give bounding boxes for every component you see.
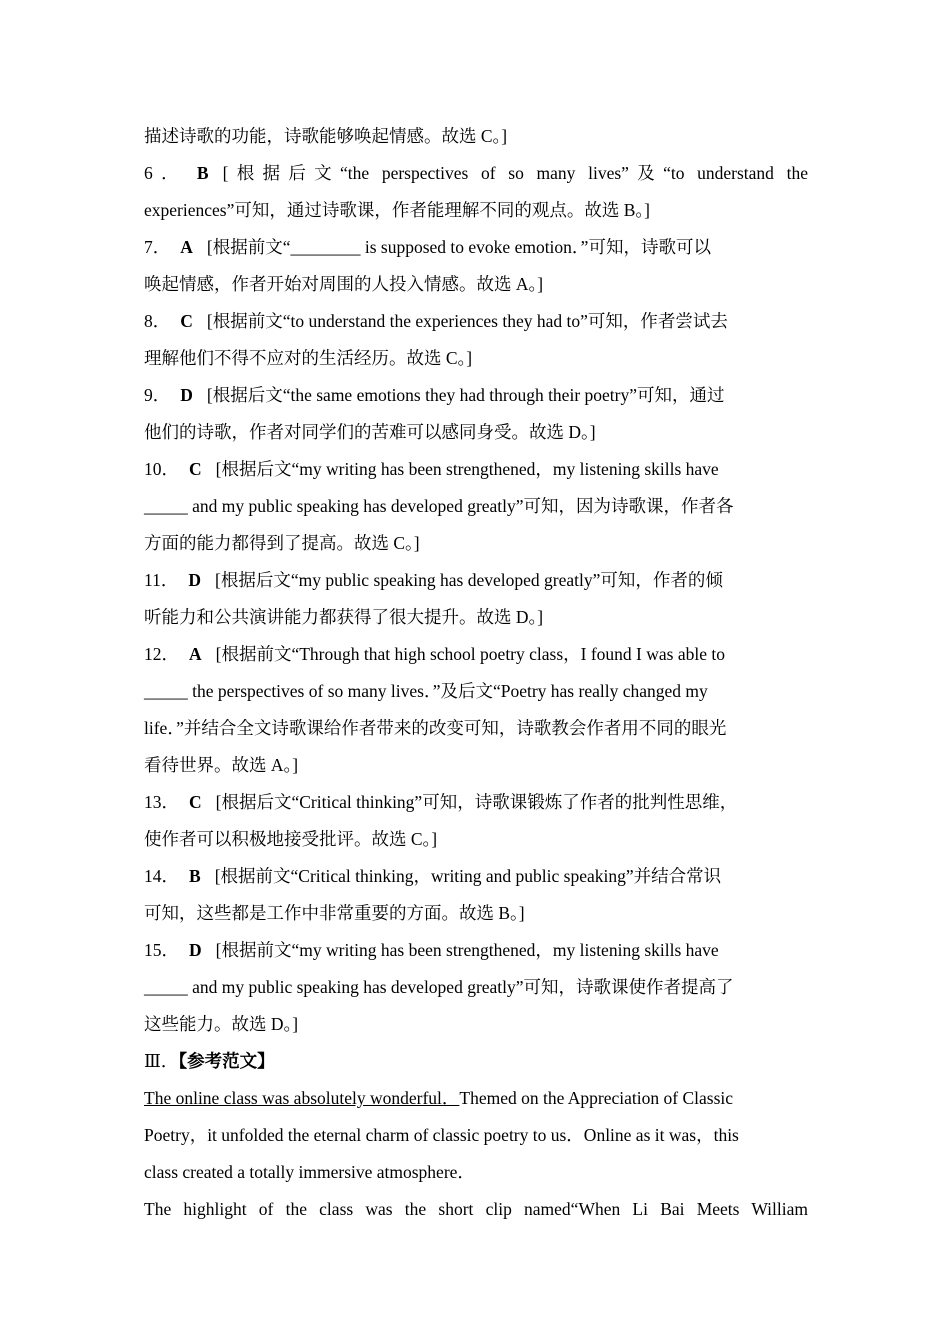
item-explanation: [根据前文“________ is supposed to evoke emotion．”可知，诗歌可以	[206, 237, 711, 257]
text-line: life．”并结合全文诗歌课给作者带来的改变可知，诗歌教会作者用不同的眼光	[144, 718, 727, 738]
section-title: 【参考范文】	[178, 1051, 275, 1071]
item-answer: C	[189, 459, 202, 479]
text-line: 使作者可以积极地接受批评。故选 C。]	[144, 829, 438, 849]
item-explanation: [根据后文“the perspectives of so many lives”及“to understand the	[222, 163, 808, 183]
item-number: 10．	[144, 459, 179, 479]
section-number: Ⅲ．	[144, 1051, 179, 1071]
item-number: 15．	[144, 940, 179, 960]
text-line: _____ the perspectives of so many lives．”及后文“Poetry has really changed my	[144, 681, 708, 701]
item-answer: A	[189, 644, 202, 664]
item-explanation: [根据后文“my writing has been strengthened，my listening skills have	[215, 459, 719, 479]
answer-item-13	[144, 784, 808, 821]
document-page	[144, 118, 808, 1228]
item-answer: C	[180, 311, 193, 331]
item-answer: B	[196, 163, 209, 183]
answer-item-15	[144, 932, 808, 969]
text-line: _____ and my public speaking has developed greatly”可知，因为诗歌课，作者各	[144, 496, 734, 516]
item-explanation: [根据前文“my writing has been strengthened，my listening skills have	[215, 940, 719, 960]
answer-item-11	[144, 562, 808, 599]
item-number: 11．	[144, 570, 179, 590]
item-number: 6．	[144, 163, 187, 183]
item-explanation: [根据前文“Through that high school poetry class，I found I was able to	[215, 644, 725, 664]
answer-item-10	[144, 451, 808, 488]
item-explanation: [根据后文“Critical thinking”可知，诗歌课锻炼了作者的批判性思维，	[215, 792, 738, 812]
item-answer: B	[189, 866, 201, 886]
text-line: _____ and my public speaking has developed greatly”可知，诗歌课使作者提高了	[144, 977, 734, 997]
essay-line: Poetry，it unfolded the eternal charm of classic poetry to us．Online as it was，this	[144, 1125, 739, 1145]
item-number: 7．	[144, 237, 171, 257]
answer-item-7	[144, 229, 808, 266]
item-number: 12．	[144, 644, 179, 664]
item-explanation: [根据后文“the same emotions they had through their poetry”可知，通过	[206, 385, 725, 405]
answer-item-12	[144, 636, 808, 673]
text-line: 理解他们不得不应对的生活经历。故选 C。]	[144, 348, 473, 368]
text-line: 方面的能力都得到了提高。故选 C。]	[144, 533, 420, 553]
text-line: 他们的诗歌，作者对同学们的苦难可以感同身受。故选 D。]	[144, 422, 596, 442]
item-answer: A	[180, 237, 193, 257]
item-number: 13．	[144, 792, 179, 812]
item-number: 8．	[144, 311, 171, 331]
text-line: 唤起情感，作者开始对周围的人投入情感。故选 A。]	[144, 274, 544, 294]
essay-line: class created a totally immersive atmosphere．	[144, 1162, 475, 1182]
essay-line	[144, 1080, 808, 1117]
item-number: 9．	[144, 385, 171, 405]
item-answer: D	[189, 940, 202, 960]
item-explanation: [根据前文“Critical thinking，writing and public speaking”并结合常识	[214, 866, 722, 886]
essay-text: Themed on the Appreciation of Classic	[459, 1088, 734, 1108]
item-answer: D	[180, 385, 193, 405]
answer-item-8	[144, 303, 808, 340]
item-answer: C	[189, 792, 202, 812]
item-answer: D	[188, 570, 201, 590]
text-line: 看待世界。故选 A。]	[144, 755, 299, 775]
text-line: experiences”可知，通过诗歌课，作者能理解不同的观点。故选 B。]	[144, 200, 650, 220]
answer-item-14	[144, 858, 808, 895]
essay-line: The highlight of the class was the short clip named“When Li Bai Meets William	[144, 1199, 808, 1219]
item-explanation: [根据后文“my public speaking has developed greatly”可知，作者的倾	[215, 570, 723, 590]
text-line: 这些能力。故选 D。]	[144, 1014, 299, 1034]
item-explanation: [根据前文“to understand the experiences they had to”可知，作者尝试去	[206, 311, 728, 331]
text-line: 听能力和公共演讲能力都获得了很大提升。故选 D。]	[144, 607, 544, 627]
text-line: 描述诗歌的功能，诗歌能够唤起情感。故选 C。]	[144, 126, 508, 146]
section-heading	[144, 1043, 808, 1080]
essay-topic-sentence: The online class was absolutely wonderful．	[144, 1088, 460, 1108]
answer-item-6	[144, 155, 808, 192]
text-line: 可知，这些都是工作中非常重要的方面。故选 B。]	[144, 903, 525, 923]
answer-item-9	[144, 377, 808, 414]
item-number: 14．	[144, 866, 179, 886]
